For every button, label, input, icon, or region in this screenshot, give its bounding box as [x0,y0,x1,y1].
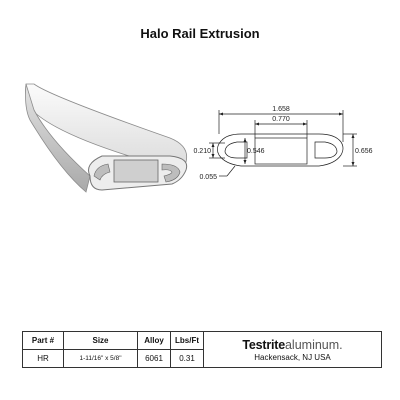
brand-name-light: aluminum. [284,337,343,352]
dim-wall: 0.055 [199,174,217,181]
page-title: Halo Rail Extrusion [140,26,260,41]
profile-outline [217,134,343,166]
dim-lip-height: 0.210 [193,148,211,155]
extrusion-end-hollow [114,160,158,182]
header-alloy: Alloy [138,332,171,350]
cell-alloy: 6061 [138,350,171,368]
dim-overall-height: 0.656 [355,148,373,155]
header-lbs-ft: Lbs/Ft [171,332,204,350]
cell-part: HR [23,350,64,368]
profile-drawing [193,100,373,195]
table-header-row [23,332,382,350]
dim-inner-height: 0.546 [247,148,265,155]
dim-overall-width: 1.658 [272,106,290,113]
brand-location: Hackensack, NJ USA [254,352,331,362]
extrusion-top-surface [26,84,187,168]
spec-table [22,331,382,368]
brand-logo [204,338,381,352]
extrusion-render [20,80,195,200]
brand-name-bold: Testrite [242,337,285,352]
header-size: Size [64,332,138,350]
cell-size: 1-11/16" x 5/8" [64,350,138,368]
cell-lbs-ft: 0.31 [171,350,204,368]
brand-cell [204,332,382,368]
profile-left-slot [225,142,247,158]
dim-inner-width: 0.770 [272,116,290,123]
profile-right-slot [315,142,337,158]
header-part: Part # [23,332,64,350]
